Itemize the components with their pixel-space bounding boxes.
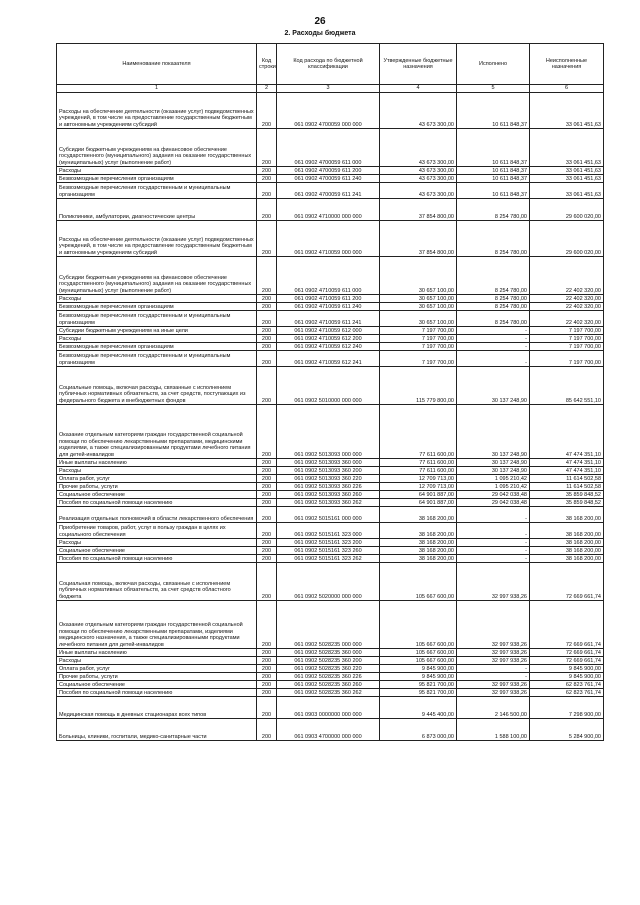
indicator-name-cell: Расходы <box>57 467 257 475</box>
line-code-cell: 200 <box>257 295 277 303</box>
header-classification-code: Код расхода по бюджетной классификации <box>277 44 380 85</box>
table-row <box>57 221 604 257</box>
unexecuted-amount-cell: 33 061 451,63 <box>530 93 604 129</box>
indicator-name-cell: Пособия по социальной помощи населению <box>57 689 257 697</box>
classification-code-cell: 061 0902 5028235 360 000 <box>277 649 380 657</box>
unexecuted-amount-cell: 38 168 200,00 <box>530 507 604 523</box>
approved-amount-cell: 105 667 600,00 <box>380 601 457 649</box>
approved-amount-cell: 7 197 700,00 <box>380 335 457 343</box>
unexecuted-amount-cell: 7 197 700,00 <box>530 343 604 351</box>
column-number: 2 <box>257 85 277 93</box>
unexecuted-amount-cell: 38 168 200,00 <box>530 539 604 547</box>
classification-code-cell: 061 0902 4710059 612 240 <box>277 343 380 351</box>
table-row <box>57 523 604 539</box>
table-row <box>57 491 604 499</box>
executed-amount-cell: - <box>457 507 530 523</box>
indicator-name-cell: Расходы на обеспечение деятельности (оказание услуг) подведомственных учреждений, в том числе на предоставление государственным бюджетным и автономным учреждениям субсидий <box>57 93 257 129</box>
unexecuted-amount-cell: 9 845 900,00 <box>530 673 604 681</box>
classification-code-cell: 061 0903 0000000 000 000 <box>277 697 380 719</box>
classification-code-cell: 061 0902 5013093 360 000 <box>277 459 380 467</box>
table-row <box>57 335 604 343</box>
line-code-cell: 200 <box>257 719 277 741</box>
indicator-name-cell: Безвозмездные перечисления организациям <box>57 343 257 351</box>
executed-amount-cell: 10 611 848,37 <box>457 93 530 129</box>
table-row <box>57 657 604 665</box>
unexecuted-amount-cell: 22 402 320,00 <box>530 257 604 295</box>
indicator-name-cell: Иные выплаты населению <box>57 649 257 657</box>
approved-amount-cell: 6 873 000,00 <box>380 719 457 741</box>
indicator-name-cell: Прочие работы, услуги <box>57 673 257 681</box>
approved-amount-cell: 7 197 700,00 <box>380 343 457 351</box>
classification-code-cell: 061 0902 5028235 360 226 <box>277 673 380 681</box>
approved-amount-cell: 77 611 600,00 <box>380 467 457 475</box>
approved-amount-cell: 38 168 200,00 <box>380 523 457 539</box>
unexecuted-amount-cell: 38 168 200,00 <box>530 523 604 539</box>
approved-amount-cell: 95 821 700,00 <box>380 689 457 697</box>
table-row <box>57 459 604 467</box>
table-row <box>57 311 604 327</box>
unexecuted-amount-cell: 29 600 020,00 <box>530 221 604 257</box>
approved-amount-cell: 37 854 800,00 <box>380 221 457 257</box>
classification-code-cell: 061 0902 4710059 611 200 <box>277 295 380 303</box>
executed-amount-cell: - <box>457 673 530 681</box>
table-row <box>57 93 604 129</box>
classification-code-cell: 061 0902 5010000 000 000 <box>277 367 380 405</box>
table-row <box>57 719 604 741</box>
unexecuted-amount-cell: 7 197 700,00 <box>530 351 604 367</box>
line-code-cell: 200 <box>257 665 277 673</box>
classification-code-cell: 061 0902 4710000 000 000 <box>277 199 380 221</box>
unexecuted-amount-cell: 38 168 200,00 <box>530 547 604 555</box>
table-row <box>57 547 604 555</box>
indicator-name-cell: Расходы <box>57 657 257 665</box>
indicator-name-cell: Субсидии бюджетным учреждениям на финансовое обеспечение государственного (муниципального) задания на оказание государственных (муниципальных) услуг (выполнение работ) <box>57 257 257 295</box>
unexecuted-amount-cell: 62 823 761,74 <box>530 681 604 689</box>
table-row <box>57 681 604 689</box>
unexecuted-amount-cell: 35 859 848,52 <box>530 499 604 507</box>
classification-code-cell: 061 0902 5013093 360 226 <box>277 483 380 491</box>
header-executed: Исполнено <box>457 44 530 85</box>
executed-amount-cell: - <box>457 327 530 335</box>
indicator-name-cell: Оказание отдельным категориям граждан государственной социальной помощи по обеспечению лекарственными препаратами, изделиями медицинского назначения, а также специализированными продуктами лечебного питания для детей-инвалидов <box>57 601 257 649</box>
unexecuted-amount-cell: 22 402 320,00 <box>530 303 604 311</box>
classification-code-cell: 061 0902 5013093 000 000 <box>277 405 380 459</box>
line-code-cell: 200 <box>257 697 277 719</box>
line-code-cell: 200 <box>257 475 277 483</box>
executed-amount-cell: - <box>457 343 530 351</box>
table-row <box>57 673 604 681</box>
indicator-name-cell: Расходы на обеспечение деятельности (оказание услуг) подведомственных учреждений, в том числе на предоставление государственным бюджетным и автономным учреждениям субсидий <box>57 221 257 257</box>
approved-amount-cell: 105 667 600,00 <box>380 563 457 601</box>
executed-amount-cell: - <box>457 351 530 367</box>
line-code-cell: 200 <box>257 483 277 491</box>
line-code-cell: 200 <box>257 649 277 657</box>
line-code-cell: 200 <box>257 175 277 183</box>
approved-amount-cell: 30 657 100,00 <box>380 311 457 327</box>
line-code-cell: 200 <box>257 555 277 563</box>
executed-amount-cell: 10 611 848,37 <box>457 129 530 167</box>
classification-code-cell: 061 0902 4710059 611 241 <box>277 311 380 327</box>
executed-amount-cell: - <box>457 539 530 547</box>
executed-amount-cell: 32 997 938,26 <box>457 563 530 601</box>
executed-amount-cell: 2 146 500,00 <box>457 697 530 719</box>
approved-amount-cell: 64 901 887,00 <box>380 499 457 507</box>
approved-amount-cell: 38 168 200,00 <box>380 547 457 555</box>
unexecuted-amount-cell: 11 614 502,58 <box>530 475 604 483</box>
line-code-cell: 200 <box>257 459 277 467</box>
table-row <box>57 167 604 175</box>
column-number: 1 <box>57 85 257 93</box>
classification-code-cell: 061 0902 5020000 000 000 <box>277 563 380 601</box>
unexecuted-amount-cell: 7 197 700,00 <box>530 327 604 335</box>
unexecuted-amount-cell: 33 061 451,63 <box>530 129 604 167</box>
unexecuted-amount-cell: 72 669 661,74 <box>530 657 604 665</box>
table-row <box>57 499 604 507</box>
classification-code-cell: 061 0902 5015161 323 200 <box>277 539 380 547</box>
line-code-cell: 200 <box>257 491 277 499</box>
unexecuted-amount-cell: 22 402 320,00 <box>530 295 604 303</box>
approved-amount-cell: 37 854 800,00 <box>380 199 457 221</box>
approved-amount-cell: 43 673 300,00 <box>380 183 457 199</box>
table-row <box>57 367 604 405</box>
indicator-name-cell: Субсидии бюджетным учреждениям на иные цели <box>57 327 257 335</box>
executed-amount-cell: 30 137 248,90 <box>457 405 530 459</box>
classification-code-cell: 061 0902 5013093 360 262 <box>277 499 380 507</box>
indicator-name-cell: Оплата работ, услуг <box>57 665 257 673</box>
approved-amount-cell: 43 673 300,00 <box>380 167 457 175</box>
table-header-row <box>57 44 604 85</box>
approved-amount-cell: 9 445 400,00 <box>380 697 457 719</box>
line-code-cell: 200 <box>257 303 277 311</box>
unexecuted-amount-cell: 33 061 451,63 <box>530 183 604 199</box>
executed-amount-cell: 8 254 780,00 <box>457 311 530 327</box>
executed-amount-cell: 29 042 038,48 <box>457 491 530 499</box>
header-unexecuted: Неисполненные назначения <box>530 44 604 85</box>
classification-code-cell: 061 0902 4710059 611 240 <box>277 303 380 311</box>
classification-code-cell: 061 0903 4700000 000 000 <box>277 719 380 741</box>
classification-code-cell: 061 0902 5028235 360 262 <box>277 689 380 697</box>
line-code-cell: 200 <box>257 367 277 405</box>
classification-code-cell: 061 0902 5013093 360 260 <box>277 491 380 499</box>
line-code-cell: 200 <box>257 327 277 335</box>
indicator-name-cell: Пособия по социальной помощи населению <box>57 555 257 563</box>
line-code-cell: 200 <box>257 221 277 257</box>
approved-amount-cell: 30 657 100,00 <box>380 295 457 303</box>
approved-amount-cell: 38 168 200,00 <box>380 507 457 523</box>
table-column-numbers-row <box>57 85 604 93</box>
approved-amount-cell: 64 901 887,00 <box>380 491 457 499</box>
unexecuted-amount-cell: 11 614 502,58 <box>530 483 604 491</box>
line-code-cell: 200 <box>257 257 277 295</box>
classification-code-cell: 061 0902 4710059 000 000 <box>277 221 380 257</box>
indicator-name-cell: Социальное обеспечение <box>57 681 257 689</box>
indicator-name-cell: Оплата работ, услуг <box>57 475 257 483</box>
executed-amount-cell: 29 042 038,48 <box>457 499 530 507</box>
line-code-cell: 200 <box>257 547 277 555</box>
line-code-cell: 200 <box>257 167 277 175</box>
approved-amount-cell: 77 611 600,00 <box>380 459 457 467</box>
approved-amount-cell: 7 197 700,00 <box>380 351 457 367</box>
executed-amount-cell: 1 095 210,42 <box>457 475 530 483</box>
classification-code-cell: 061 0902 5015161 323 260 <box>277 547 380 555</box>
indicator-name-cell: Медицинская помощь в дневных стационарах всех типов <box>57 697 257 719</box>
line-code-cell: 200 <box>257 499 277 507</box>
table-row <box>57 507 604 523</box>
indicator-name-cell: Расходы <box>57 167 257 175</box>
table-row <box>57 475 604 483</box>
table-row <box>57 689 604 697</box>
approved-amount-cell: 30 657 100,00 <box>380 303 457 311</box>
table-body <box>57 93 604 741</box>
unexecuted-amount-cell: 22 402 320,00 <box>530 311 604 327</box>
table-row <box>57 257 604 295</box>
executed-amount-cell: 30 137 248,90 <box>457 459 530 467</box>
indicator-name-cell: Реализация отдельных полномочий в области лекарственного обеспечения <box>57 507 257 523</box>
classification-code-cell: 061 0902 5015161 323 000 <box>277 523 380 539</box>
unexecuted-amount-cell: 35 859 848,52 <box>530 491 604 499</box>
table-row <box>57 467 604 475</box>
indicator-name-cell: Иные выплаты населению <box>57 459 257 467</box>
classification-code-cell: 061 0902 4710059 611 000 <box>277 257 380 295</box>
table-row <box>57 343 604 351</box>
classification-code-cell: 061 0902 4710059 612 200 <box>277 335 380 343</box>
unexecuted-amount-cell: 9 845 900,00 <box>530 665 604 673</box>
indicator-name-cell: Оказание отдельным категориям граждан государственной социальной помощи по обеспечению лекарственными препаратами, медицинскими изделиями, а также специализированными продуктами лечебного питания для детей-инвалидов <box>57 405 257 459</box>
line-code-cell: 200 <box>257 199 277 221</box>
unexecuted-amount-cell: 7 298 900,00 <box>530 697 604 719</box>
approved-amount-cell: 115 779 800,00 <box>380 367 457 405</box>
indicator-name-cell: Безвозмездные перечисления государственным и муниципальным организациям <box>57 183 257 199</box>
unexecuted-amount-cell: 33 061 451,63 <box>530 175 604 183</box>
table-row <box>57 555 604 563</box>
classification-code-cell: 061 0902 5015161 323 262 <box>277 555 380 563</box>
unexecuted-amount-cell: 47 474 351,10 <box>530 467 604 475</box>
table-row <box>57 303 604 311</box>
indicator-name-cell: Безвозмездные перечисления государственным и муниципальным организациям <box>57 311 257 327</box>
line-code-cell: 200 <box>257 689 277 697</box>
indicator-name-cell: Приобретение товаров, работ, услуг в пользу граждан в целях их социального обеспечения <box>57 523 257 539</box>
line-code-cell: 200 <box>257 183 277 199</box>
executed-amount-cell: - <box>457 555 530 563</box>
executed-amount-cell: 8 254 780,00 <box>457 295 530 303</box>
executed-amount-cell: 10 611 848,37 <box>457 167 530 175</box>
column-number: 4 <box>380 85 457 93</box>
executed-amount-cell: - <box>457 547 530 555</box>
table-row <box>57 697 604 719</box>
column-number: 3 <box>277 85 380 93</box>
indicator-name-cell: Больницы, клиники, госпитали, медико-санитарные части <box>57 719 257 741</box>
unexecuted-amount-cell: 72 669 661,74 <box>530 601 604 649</box>
table-row <box>57 665 604 673</box>
header-approved: Утвержденные бюджетные назначения <box>380 44 457 85</box>
executed-amount-cell: 32 997 938,26 <box>457 681 530 689</box>
indicator-name-cell: Социальные помощь, включая расходы, связанные с исполнением публичных нормативных обязательств, за счет средств, поступающих из федерального бюджета и внебюджетных фондов <box>57 367 257 405</box>
approved-amount-cell: 43 673 300,00 <box>380 175 457 183</box>
executed-amount-cell: 32 997 938,26 <box>457 649 530 657</box>
table-row <box>57 601 604 649</box>
indicator-name-cell: Пособия по социальной помощи населению <box>57 499 257 507</box>
classification-code-cell: 061 0902 4700059 611 000 <box>277 129 380 167</box>
column-number: 5 <box>457 85 530 93</box>
executed-amount-cell: 8 254 780,00 <box>457 199 530 221</box>
unexecuted-amount-cell: 33 061 451,63 <box>530 167 604 175</box>
unexecuted-amount-cell: 47 474 351,10 <box>530 459 604 467</box>
line-code-cell: 200 <box>257 93 277 129</box>
approved-amount-cell: 38 168 200,00 <box>380 555 457 563</box>
header-line-code: Код строки <box>257 44 277 85</box>
classification-code-cell: 061 0902 4700059 611 241 <box>277 183 380 199</box>
executed-amount-cell: 8 254 780,00 <box>457 221 530 257</box>
line-code-cell: 200 <box>257 657 277 665</box>
executed-amount-cell: 30 137 248,90 <box>457 367 530 405</box>
executed-amount-cell: - <box>457 665 530 673</box>
unexecuted-amount-cell: 85 642 551,10 <box>530 367 604 405</box>
approved-amount-cell: 43 673 300,00 <box>380 129 457 167</box>
executed-amount-cell: 10 611 848,37 <box>457 183 530 199</box>
table-row <box>57 563 604 601</box>
classification-code-cell: 061 0902 5028235 360 260 <box>277 681 380 689</box>
line-code-cell: 200 <box>257 681 277 689</box>
executed-amount-cell: - <box>457 335 530 343</box>
approved-amount-cell: 38 168 200,00 <box>380 539 457 547</box>
table-row <box>57 539 604 547</box>
table-row <box>57 295 604 303</box>
unexecuted-amount-cell: 7 197 700,00 <box>530 335 604 343</box>
approved-amount-cell: 7 197 700,00 <box>380 327 457 335</box>
indicator-name-cell: Поликлиники, амбулатории, диагностические центры <box>57 199 257 221</box>
line-code-cell: 200 <box>257 523 277 539</box>
line-code-cell: 200 <box>257 343 277 351</box>
table-row <box>57 183 604 199</box>
indicator-name-cell: Расходы <box>57 539 257 547</box>
line-code-cell: 200 <box>257 335 277 343</box>
classification-code-cell: 061 0902 5015161 000 000 <box>277 507 380 523</box>
indicator-name-cell: Субсидии бюджетным учреждениям на финансовое обеспечение государственного (муниципального) задания на оказание государственных (муниципальных) услуг (выполнение работ) <box>57 129 257 167</box>
executed-amount-cell: 30 137 248,90 <box>457 467 530 475</box>
approved-amount-cell: 9 845 900,00 <box>380 665 457 673</box>
classification-code-cell: 061 0902 5028235 360 200 <box>277 657 380 665</box>
unexecuted-amount-cell: 38 168 200,00 <box>530 555 604 563</box>
line-code-cell: 200 <box>257 351 277 367</box>
classification-code-cell: 061 0902 5028235 360 220 <box>277 665 380 673</box>
classification-code-cell: 061 0902 4700059 000 000 <box>277 93 380 129</box>
approved-amount-cell: 43 673 300,00 <box>380 93 457 129</box>
executed-amount-cell: 10 611 848,37 <box>457 175 530 183</box>
executed-amount-cell: 1 588 100,00 <box>457 719 530 741</box>
classification-code-cell: 061 0902 4700059 611 240 <box>277 175 380 183</box>
unexecuted-amount-cell: 72 669 661,74 <box>530 563 604 601</box>
classification-code-cell: 061 0902 5013093 360 220 <box>277 475 380 483</box>
executed-amount-cell: 1 095 210,42 <box>457 483 530 491</box>
indicator-name-cell: Расходы <box>57 295 257 303</box>
line-code-cell: 200 <box>257 311 277 327</box>
table-row <box>57 405 604 459</box>
table-row <box>57 175 604 183</box>
executed-amount-cell: 8 254 780,00 <box>457 303 530 311</box>
classification-code-cell: 061 0902 5028235 000 000 <box>277 601 380 649</box>
classification-code-cell: 061 0902 5013093 360 200 <box>277 467 380 475</box>
line-code-cell: 200 <box>257 507 277 523</box>
indicator-name-cell: Безвозмездные перечисления организациям <box>57 303 257 311</box>
indicator-name-cell: Расходы <box>57 335 257 343</box>
budget-expenses-table <box>56 43 604 741</box>
table-row <box>57 351 604 367</box>
table-row <box>57 327 604 335</box>
executed-amount-cell: - <box>457 523 530 539</box>
line-code-cell: 200 <box>257 539 277 547</box>
line-code-cell: 200 <box>257 467 277 475</box>
table-row <box>57 649 604 657</box>
unexecuted-amount-cell: 62 823 761,74 <box>530 689 604 697</box>
line-code-cell: 200 <box>257 563 277 601</box>
indicator-name-cell: Социальное обеспечение <box>57 547 257 555</box>
approved-amount-cell: 77 611 600,00 <box>380 405 457 459</box>
executed-amount-cell: 32 997 938,26 <box>457 601 530 649</box>
line-code-cell: 200 <box>257 405 277 459</box>
approved-amount-cell: 30 657 100,00 <box>380 257 457 295</box>
header-indicator-name: Наименование показателя <box>57 44 257 85</box>
indicator-name-cell: Социальное обеспечение <box>57 491 257 499</box>
executed-amount-cell: 8 254 780,00 <box>457 257 530 295</box>
executed-amount-cell: 32 997 938,26 <box>457 657 530 665</box>
classification-code-cell: 061 0902 4710059 612 000 <box>277 327 380 335</box>
approved-amount-cell: 12 709 713,00 <box>380 483 457 491</box>
page-number: 26 <box>314 16 326 27</box>
approved-amount-cell: 105 667 600,00 <box>380 649 457 657</box>
approved-amount-cell: 12 709 713,00 <box>380 475 457 483</box>
line-code-cell: 200 <box>257 601 277 649</box>
unexecuted-amount-cell: 29 600 020,00 <box>530 199 604 221</box>
indicator-name-cell: Безвозмездные перечисления организациям <box>57 175 257 183</box>
classification-code-cell: 061 0902 4710059 612 241 <box>277 351 380 367</box>
table-row <box>57 199 604 221</box>
classification-code-cell: 061 0902 4700059 611 200 <box>277 167 380 175</box>
approved-amount-cell: 9 845 900,00 <box>380 673 457 681</box>
line-code-cell: 200 <box>257 673 277 681</box>
unexecuted-amount-cell: 5 284 900,00 <box>530 719 604 741</box>
column-number: 6 <box>530 85 604 93</box>
table-row <box>57 129 604 167</box>
indicator-name-cell: Безвозмездные перечисления государственным и муниципальным организациям <box>57 351 257 367</box>
indicator-name-cell: Прочие работы, услуги <box>57 483 257 491</box>
unexecuted-amount-cell: 47 474 351,10 <box>530 405 604 459</box>
indicator-name-cell: Социальная помощь, включая расходы, связанные с исполнением публичных нормативных обязательств, за счет средств областного бюджета <box>57 563 257 601</box>
approved-amount-cell: 95 821 700,00 <box>380 681 457 689</box>
unexecuted-amount-cell: 72 669 661,74 <box>530 649 604 657</box>
section-title: 2. Расходы бюджета <box>284 30 356 37</box>
approved-amount-cell: 105 667 600,00 <box>380 657 457 665</box>
line-code-cell: 200 <box>257 129 277 167</box>
executed-amount-cell: 32 997 938,26 <box>457 689 530 697</box>
table-row <box>57 483 604 491</box>
